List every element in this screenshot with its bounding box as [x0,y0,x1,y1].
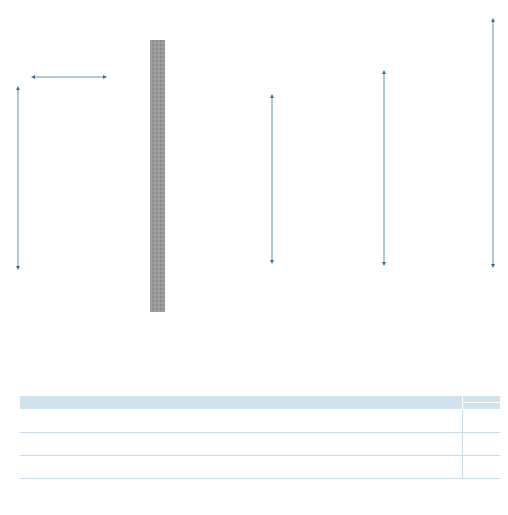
cell-heat [312,410,374,433]
cell-length [204,456,250,479]
cell-model [20,456,138,479]
header-volume [418,396,463,410]
header-model [20,396,138,410]
table-row [20,410,500,433]
cell-volume [418,456,463,479]
cell-mass [374,410,418,433]
cell-holder [463,410,501,433]
cell-spacing [138,456,204,479]
table-row [20,433,500,456]
header-holder [463,403,501,410]
cell-length [204,410,250,433]
header-mass [374,396,418,410]
specification-table [20,396,500,479]
cell-bars [250,433,312,456]
cell-spacing [138,433,204,456]
header-bars [250,396,312,410]
cell-mass [374,433,418,456]
header-spacing [138,396,204,410]
cell-heat [312,433,374,456]
cell-volume [418,410,463,433]
cell-bars [250,410,312,433]
cell-holder [463,456,501,479]
cell-length [204,433,250,456]
cell-model [20,410,138,433]
header-heat [312,396,374,410]
cell-volume [418,433,463,456]
header-length [204,396,250,410]
cell-bars [250,456,312,479]
cell-heat [312,456,374,479]
table-row [20,456,500,479]
cell-model [20,433,138,456]
cell-holder [463,433,501,456]
cell-spacing [138,410,204,433]
wall-section [150,40,165,312]
cell-mass [374,456,418,479]
